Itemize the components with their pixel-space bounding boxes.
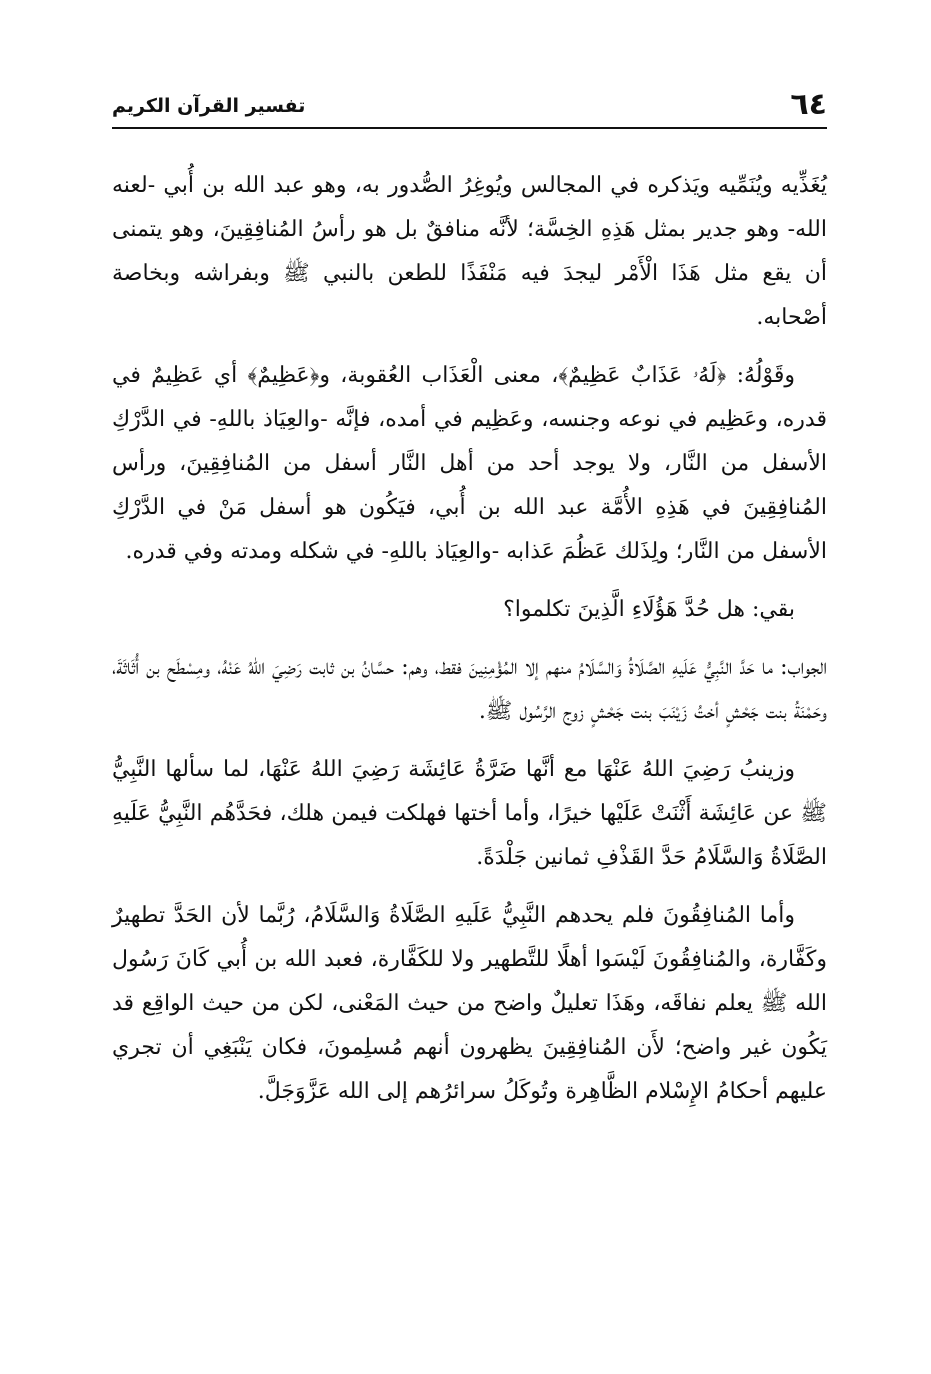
paragraph-6: وأما المُنافِقُونَ فلم يحدهم النَّبِيُّ عَلَيهِ الصَّلَاةُ وَالسَّلَامُ، رُبَّما لأن الحَدَّ تطهيرٌ وكَفَّارة، والمُنافِقُونَ لَيْسَوا أهلًا للتَّطهير ولا للكَفَّارة، فعبد الله بن أُبي كَانَ رَسُول الله ﷺ يعلم نفاقَه، وهَذَا تعليلٌ واضح من حيث المَعْنى، لكن من حيث الواقِع قد يَكُون غير واضح؛ لأَن المُنافِقِينَ يظهرون أنهم مُسلِمونَ، فكان يَنْبَغِي أن تجري عليهم أحكامُ الإِسْلام الظَّاهِرة وتُوكَلُ سرائرُهم إلى الله عَزَّوَجَلَّ.	[112, 903, 827, 1104]
paragraph-1: يُغَذِّيه ويُنَمِّيه ويَذكره في المجالس ويُوغِرُ الصُّدور به، وهو عبد الله بن أُبي -لعنه الله- وهو جدير بمثل هَذِهِ الخِسَّة؛ لأنَّه منافقٌ بل هو رأسُ المُنافِقِينَ، وهو يتمنى أن يقع مثل هَذَا الْأَمْر ليجدَ فيه مَنْفَذًا للطعن بالنبي ﷺ وبفراشه وبخاصة أصْحابه.	[112, 173, 827, 330]
page-number: ٦٤	[790, 87, 827, 122]
page-body	[112, 164, 827, 1128]
paragraph-2: وقَوْلُهُ: ﴿لَهُۥ عَذَابٌ عَظِيمٌ﴾، معنى الْعَذَاب العُقوبة، و﴿عَظِيمٌ﴾ أي عَظِيمٌ في قدره، وعَظِيم في نوعه وجنسه، وعَظِيم في أمده، فإنَّه -والعِيَاذ باللهِ- في الدَّرْكِ الأسفل من النَّار، ولا يوجد أحد من أهل النَّار أسفل من المُنافِقِينَ، ورأس المُنافِقِينَ في هَذِهِ الأُمَّة عبد الله بن أُبي، فيَكُون هو أسفل مَنْ في الدَّرْكِ الأسفل من النَّار؛ ولِذَلك عَظُمَ عَذابه -والعِيَاذ باللهِ- في شكله ومدته وفي قدره.	[112, 363, 827, 564]
page-header	[112, 88, 827, 126]
paragraph-4-answer: الجواب: ما حَدَّ النَّبِيُّ عَلَيهِ الصَّلَاةُ وَالسَّلَامُ منهم إلا المُؤْمِنِينَ فقط، وهم: حسَّانُ بن ثابت رَضِيَ اللهُ عَنْهُ، ومِسْطَح بن أُثَاثَةَ، وحَمْنَةُ بنت جَحْشٍ أختُ زَيْنَبَ بنت جَحْشٍ زوج الرَّسُول ﷺ.	[112, 655, 827, 724]
book-title: تفسير القرآن الكريم	[112, 95, 306, 117]
paragraph-3-question: بقي: هل حُدَّ هَؤُلَاءِ الَّذِينَ تكلموا؟	[503, 597, 795, 622]
paragraph-5: وزينبُ رَضِيَ اللهُ عَنْهَا مع أنَّها ضَرَّةُ عَائِشَة رَضِيَ اللهُ عَنْهَا، لما سألها النَّبِيُّ ﷺ عن عَائِشَة أَثْنَتْ عَلَيْها خيرًا، وأما أختها فهلكت فيمن هلك، فحَدَّهُم النَّبِيُّ عَلَيهِ الصَّلَاةُ وَالسَّلَامُ حَدَّ القَذْفِ ثمانين جَلْدَةً.	[112, 757, 828, 870]
header-divider	[112, 127, 827, 129]
